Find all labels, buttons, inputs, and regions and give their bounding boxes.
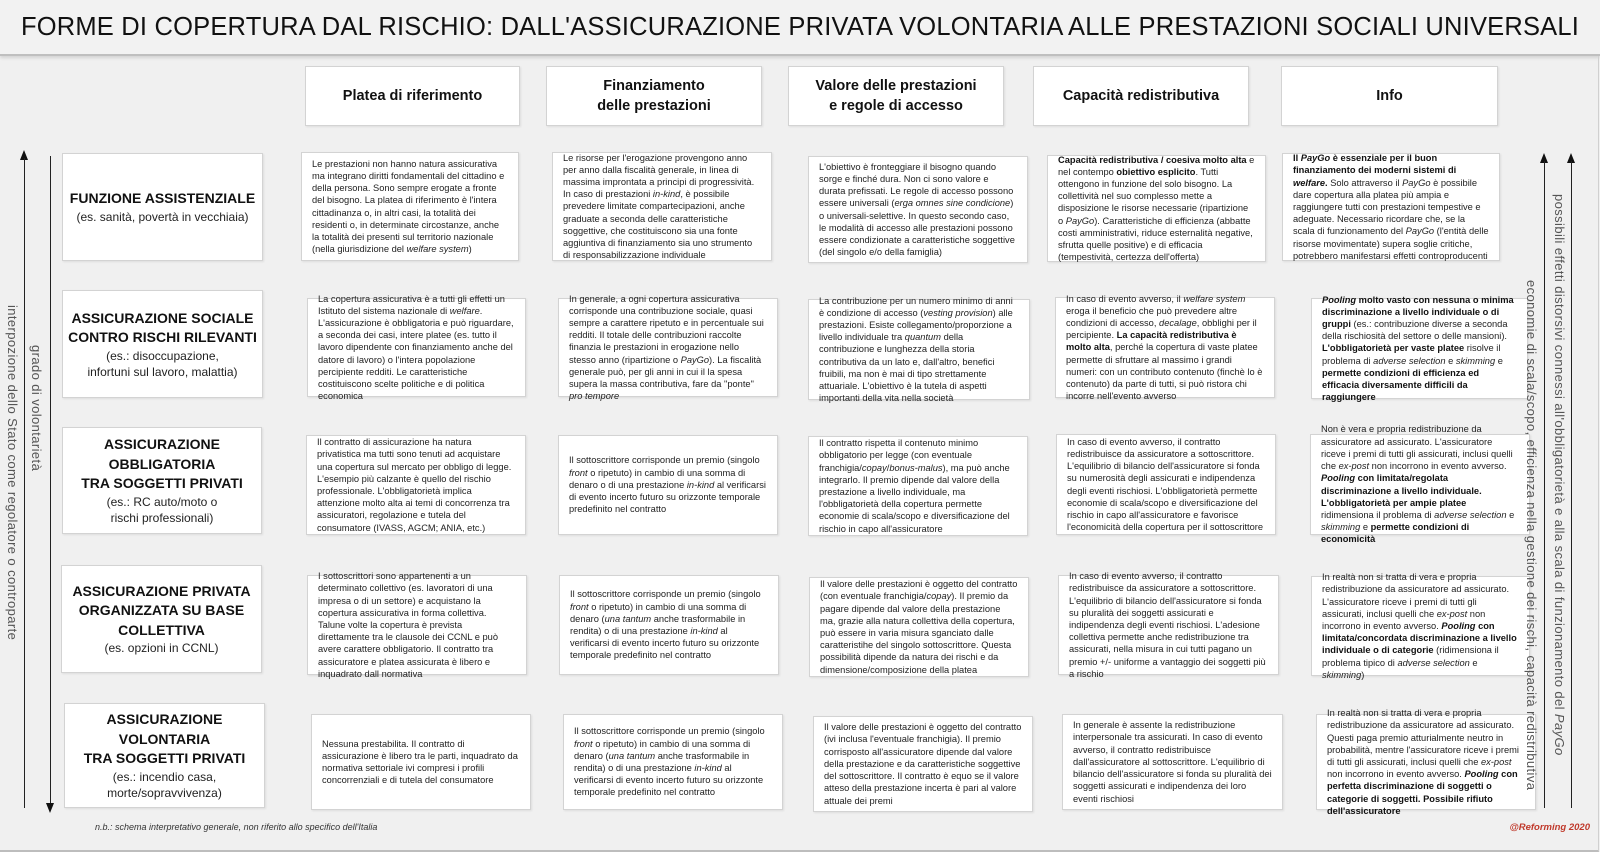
column-header-platea: Platea di riferimento [305,66,520,126]
title-bar [0,0,1600,56]
row-subtitle: (es.: incendio casa, morte/sopravvivenza) [107,769,222,800]
cell-text: Il sottoscrittore corrisponde un premio (singolo front o ripetuto) in cambio di una somma di denaro (una tantum anche trasformabile in rendita) o di una prestazione in-kind al verificarsi di evento incerto futuro su orizzonte temporale predefinito nel contratto [574,726,765,798]
cell-text: Nessuna prestabilita. Il contratto di assicurazione è libero tra le parti, inquadrato da normativa settoriale ivi compresi i profili concorrenziali e di tutela del consumatore [322,738,518,786]
cell-text: In caso di evento avverso, il contratto redistribuisce da assicuratore a sottoscrittore. L'equilibrio di bilancio dell'assicuratore si fonda su pluralità dei soggetti assicurati e indipendenza degli eventi rischiosi. L'adesione collettiva permette anche redistribuzione tra assicurati, nella misura in cui tutti pagano un premio +/- uniforme a vantaggio dei soggetti più a rischio [1069,571,1266,679]
arrow-down-icon [46,803,54,813]
cell-text: In caso di evento avverso, il contratto redistribuisce da assicuratore a sottoscrittore. L'equilibrio di bilancio dell'assicuratore si fonda su numerosità degli assicurati e indipendenza degli eventi rischiosi. L'obbligatorietà permette economie di scala/scopo e diversificazione del rischio in capo all'assicuratore e favorisce l'economicità della copertura per il sottoscrittore [1067,436,1264,533]
right-outer-axis-label [1552,194,1567,756]
cell-text: In generale, a ogni copertura assicurativa corrisponde una contribuzione sociale, quasi sempre a carattere ripetuto e in percentuale sui redditi. Il totale delle contribuzioni raccolte finanzia le prestazioni in erogazione nello stesso anno (ripartizione o PayGo). La fiscalità generale può, per gli anni in cui il la spesa supera la massa contributiva, fare da "ponte" pro tempore [569,293,764,402]
cell-text: L'obiettivo è fronteggiare il bisogno quando sorge e finché dura. Non ci sono valore e durata prefissati. Le regole di accesso possono essere universali (erga omnes sine condicione) o universali-selettive. In questo secondo caso, le modalità di accesso alle prestazioni possono essere condizionate a caratteristiche soggettive (del singolo e/o della famiglia) [819,161,1015,258]
right-inner-axis-label: economie di scala/scopo, efficienza nella gestione dei rischi, capacità redistributiva [1524,280,1539,791]
left-inner-axis-line [50,156,51,804]
table-cell [306,435,526,535]
table-cell [1282,153,1500,261]
table-cell [307,571,527,679]
table-cell [558,435,778,535]
row-subtitle: (es.: RC auto/moto o rischi professionali) [106,494,218,525]
row-title: FUNZIONE ASSISTENZIALE [69,190,256,207]
table-cell [808,436,1028,536]
column-header-valore: Valore delle prestazioni e regole di accesso [788,66,1004,126]
table-cell [1055,293,1275,402]
cell-text: Il sottoscrittore corrisponde un premio (singolo front o ripetuto) in cambio di una somma di denaro (una tantum anche trasformabile in rendita) o di una prestazione in-kind al verificarsi di evento incerto futuro su orizzonte temporale predefinito nel contratto [570,589,761,661]
right-outer-axis-italic: PayGo [1552,713,1567,756]
page-title: FORME DI COPERTURA DAL RISCHIO: DALL'ASSICURAZIONE PRIVATA VOLONTARIA ALLE PRESTAZIONI SOCIALI UNIVERSALI [20,12,1580,41]
table-cell [808,156,1028,263]
cell-text: La copertura assicurativa è a tutti gli effetti un Istituto del sistema nazionale di welfare. L'assicurazione è obbligatoria e può riguardare, a seconda dei casi, intere platee (es. tutto il lavoro dipendente con finanziamento anche del datore di lavoro) o l'intera popolazione percipiente redditi. Le caratteristiche costituiscono scelte politiche e di politica economica [318,293,514,402]
table-cell [1047,155,1266,262]
cell-text: In generale è assente la redistribuzione interpersonale tra assicurati. In caso di evento avverso, il contratto redistribuisce dall'assicuratore al sottoscrittore. L'equilibrio di bilancio dell'assicuratore si fonda su pluralità dei soggetti assicurati e indipendenza dei loro eventi rischiosi [1073,720,1272,804]
table-cell [301,152,519,261]
table-cell [1311,294,1528,403]
cell-text: In realtà non si tratta di vera e propria redistribuzione da assicuratore ad assicurato. L'assicuratore riceve i premi di tutti gli assicurati, inclusi quelli che ex-post non incorrono in evento avverso. Pooling con limitata/concordata discriminazione a livello individuale o di categorie (ridimensiona il problema tipico di adverse selection e skimming) [1322,572,1517,680]
cell-text: Pooling molto vasto con nessuna o minima discriminazione a livello individuale o di gruppi (es.: contribuzione diverse a seconda della rischiosità del settore o delle mansioni). L'obbligatorietà per vaste platee risolve il problema di adverse selection e skimming e permette condizioni di efficienza ed efficacia diversamente difficili da raggiungere [1322,294,1514,403]
left-outer-axis-label: interpozione dello Stato come regolatore o controparte [5,305,20,641]
footnote: n.b.: schema interpretativo generale, non riferito allo specifico dell'Italia [95,822,378,832]
cell-text: Il contratto di assicurazione ha natura privatistica ma tutti sono tenuti ad acquistare una copertura sul mercato per obbligo di legge. L'esempio più calzante è quello del rischio professionale. L'obbligatorietà implica attenzione molto alta ai temi di concorrenza tra assicuratori, regolazione e tutela del consumatore (IVASS, AGCM; ANIA, etc.) [317,437,512,533]
row-subtitle: (es. sanità, povertà in vecchiaia) [76,209,249,224]
table-cell [311,714,531,810]
row-title: ASSICURAZIONE OBBLIGATORIA TRA SOGGETTI PRIVATI [81,436,243,492]
table-cell [559,575,779,675]
table-cell [307,293,526,402]
cell-text: Non è vera e propria redistribuzione da assicuratore ad assicurato. L'assicuratore riceve i premi di tutti gli assicurati, inclusi quelli che ex-post non incorrono in evento avverso. Pooling con limitata/regolata discriminazione a livello individuale. L'obbligatorietà per ampie platee ridimensiona il problema di adverse selection e skimming e permette condizioni di economicità [1321,424,1515,545]
row-header-assicurazione-collettiva [61,565,262,673]
credit-label: @Reforming 2020 [1509,822,1590,833]
left-inner-axis-label: grado di volontarietà [29,345,44,472]
cell-text: Le prestazioni non hanno natura assicurativa ma integrano diritti fondamentali del cittadino e della persona. Sono sempre erogate a fronte del bisogno. La platea di riferimento è l'intera cittadinanza o, in altri casi, la totalità dei residenti o, in determinate circostanze, anche la totalità dei presenti sul territorio nazionale (nella giurisdizione del welfare system) [312,158,505,255]
table-cell [1311,572,1530,680]
cell-text: Il PayGo è essenziale per il buon finanziamento dei moderni sistemi di welfare. Solo attraverso il PayGo è possibile dare copertura alla platea più ampia e raggiungere tutti con prestazioni tempestive e adeguate. Necessario ricordare che, se la scala di funzionamento del PayGo (l'entità delle risorse movimentate) supera soglie critiche, potrebbero manifestarsi effetti controproducenti [1293,153,1489,261]
row-title: ASSICURAZIONE VOLONTARIA TRA SOGGETTI PRIVATI [83,711,246,767]
cell-text: Capacità redistributiva / coesiva molto alta e nel contempo obiettivo esplicito. Tutti ottengono in funzione del solo bisogno. La collettività nel suo complesso mette a disposizione le risorse necessarie (ripartizione o PayGo). Caratteristiche di efficienza (abbatte costi amministrativi, riduce esternalità negative, sfrutta quelle positive) e di efficacia (tempestività, certezza dell'offerta) [1058,154,1255,263]
table-cell [809,577,1029,677]
column-header-finanziamento: Finanziamento delle prestazioni [546,66,762,126]
table-cell [563,714,783,810]
cell-text: Il valore delle prestazioni è oggetto del contratto (con eventuale franchigia/copay). Il premio da pagare dipende dal valore della prestazione ma, grazie alla natura collettiva della copertura, può essere in varia misura sganciato dalle caratteristihe del singolo sottoscrittore. Questa possibilità dipende da natura dei rischi e da dimensione/composizione della platea [820,579,1018,675]
cell-text: La contribuzione per un numero minimo di anni è condizione di accesso (vesting provision) alle prestazioni. Esiste collegamento/proporzione a livello individuale tra quantum della contribuzione e lunghezza della storia contributiva da un lato e, dall'altro, benefici fruibili, ma non è mai di tipo strettamente attuariale. L'obiettivo è la tutela di aspetti importanti della vita nella società [819,295,1013,404]
column-header-capacita: Capacità redistributiva [1033,66,1249,126]
table-cell [808,295,1030,404]
row-header-assicurazione-obbligatoria [62,427,262,534]
row-title: ASSICURAZIONE PRIVATA ORGANIZZATA SU BASE COLLETTIVA [72,582,251,638]
table-cell [1062,714,1283,810]
table-cell [552,152,772,261]
table-cell [813,716,1033,812]
right-outer-axis-line [1571,161,1572,808]
table-cell [1310,424,1530,545]
cell-text: Il contratto rispetta il contenuto minimo obbligatorio per legge (con eventuale franchigia/copay/bonus-malus), ma può anche integrarlo. Il premio dipende dal valore della prestazione a livello individuale, ma l'obbligatorietà della copertura permette economie di scala/scopo e diversificazione del rischio in capo all'assicuratore [819,438,1010,534]
cell-text: Le risorse per l'erogazione provengono anno per anno dalla fiscalità generale, in linea di massima improntata a principi di progressività. In caso di prestazioni in-kind, è possibile prevedere limitate compartecipazioni, anche graduate a seconda delle caratteristiche soggettive, che costituiscono sia una fonte aggiuntiva di finanziamento sia uno strumento di responsabilizzazione individuale [563,152,755,261]
right-inner-axis-line [1544,161,1545,808]
row-header-funzione-assistenziale [62,153,263,261]
table-cell [1316,708,1536,816]
left-outer-axis-line [24,158,25,808]
column-header-info: Info [1281,66,1498,126]
cell-text: I sottoscrittori sono appartenenti a un determinato collettivo (es. lavoratori di una impresa o di un settore) e acquistano la copertura assicurativa in forma collettiva. Talune volte la copertura è prevista direttamente tra le clausole dei CCNL e può avere carattere obbligatorio. Il contratto tra assicuratore e platea assicurata è libero e inquadrato dall normativa [318,571,499,679]
row-header-assicurazione-volontaria [64,703,265,808]
table-cell [1058,571,1279,679]
right-outer-axis-text: possibili effetti distorsivi connessi all'obbligatorietà e alla scala di funzionamento del [1552,194,1567,714]
row-header-assicurazione-sociale [62,290,263,398]
row-subtitle: (es.: disoccupazione, infortuni sul lavoro, malattia) [87,348,238,379]
table-cell [558,293,778,402]
cell-text: In realtà non si tratta di vera e propria redistribuzione da assicuratore ad assicurato. Questi paga premio atturialmente neutro in probabilità, mentre l'assicuratore riceve i premi di tutti gli assicurati, inclusi quelli che ex-post non incorrono in evento avverso. Pooling con perfetta discriminazione di soggetti o categorie di soggetti. Possibile rifiuto dell'assicuratore [1327,708,1519,816]
row-subtitle: (es. opzioni in CCNL) [104,641,219,656]
cell-text: Il valore delle prestazioni è oggetto del contratto (ivi inclusa l'eventuale franchigia). Il premio corrisposto all'assicuratore dipende dal valore della prestazione e da caratteristiche soggettive del sottoscrittore. Il contratto è equo se il valore atteso della prestazione incerta è pari al valore attuale dei premi [824,722,1022,806]
cell-text: In caso di evento avverso, il welfare system eroga il beneficio che può prevedere altre condizioni di accesso, decalage, obblighi per il percipiente. La capacità redistributiva è molto alta, perché la copertura di vaste platee permette di sfruttare al massimo i grandi numeri: con un contributo contenuto (finchè lo è contenuto) da parte di tutti, si può ristora chi incorre nell'evento avverso [1066,293,1263,402]
row-title: ASSICURAZIONE SOCIALE CONTRO RISCHI RILEVANTI [68,309,257,345]
table-cell [1056,434,1276,535]
cell-text: Il sottoscrittore corrisponde un premio (singolo front o ripetuto) in cambio di una somma di denaro o di una prestazione in-kind al verificarsi di evento incerto futuro su orizzonte temporale predefinito nel contratto [569,455,766,515]
